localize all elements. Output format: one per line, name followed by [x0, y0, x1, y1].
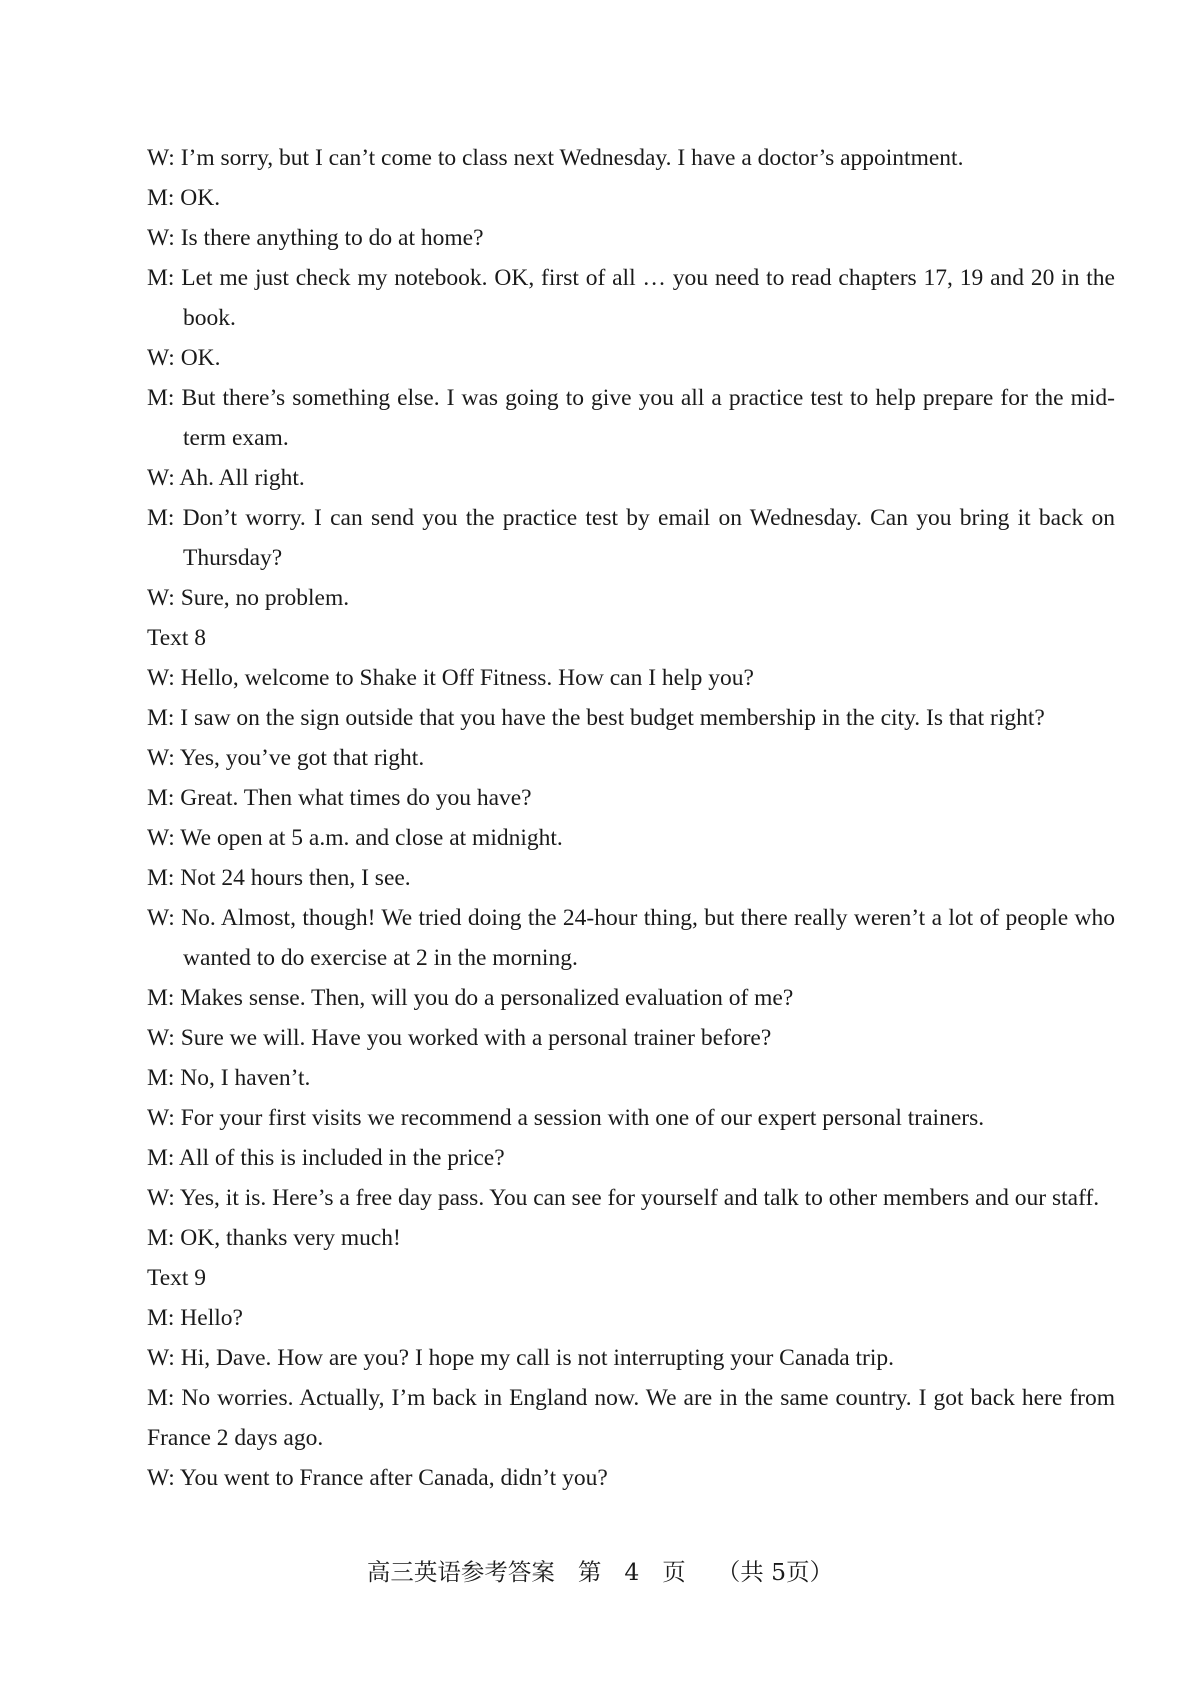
footer-total-pages: （共 5页）: [716, 1558, 834, 1586]
dialogue-line: M: OK, thanks very much!: [147, 1225, 401, 1251]
dialogue-line: M: Great. Then what times do you have?: [147, 785, 532, 811]
dialogue-line: W: Sure, no problem.: [147, 585, 350, 611]
dialogue-transcript: [147, 138, 1115, 1498]
dialogue-line: M: Not 24 hours then, I see.: [147, 865, 411, 891]
dialogue-line: W: You went to France after Canada, didn’t you?: [147, 1465, 608, 1491]
footer-page-suffix: 页: [662, 1558, 686, 1586]
footer-page-prefix: 第: [577, 1558, 602, 1586]
dialogue-line: M: No, I haven’t.: [147, 1065, 311, 1091]
dialogue-line: M: OK.: [147, 185, 221, 211]
dialogue-line: W: Is there anything to do at home?: [147, 225, 484, 251]
footer-doc-title: 高三英语参考答案: [366, 1558, 555, 1586]
dialogue-line: W: Hello, welcome to Shake it Off Fitness. How can I help you?: [147, 665, 754, 691]
footer-page-number: 4: [624, 1558, 640, 1586]
dialogue-line: M: Let me just check my notebook. OK, first of all … you need to read chapters 17, 19 and 20 in the book.: [147, 265, 1115, 331]
section-heading: Text 8: [147, 625, 207, 651]
dialogue-line: W: We open at 5 a.m. and close at midnight.: [147, 825, 563, 851]
dialogue-line: W: For your first visits we recommend a session with one of our expert personal trainers.: [147, 1105, 985, 1131]
dialogue-line: W: No. Almost, though! We tried doing the 24-hour thing, but there really weren’t a lot of people who wanted to do exercise at 2 in the morning.: [147, 905, 1115, 971]
dialogue-line: M: But there’s something else. I was going to give you all a practice test to help prepare for the mid-term exam.: [147, 385, 1115, 451]
section-heading: Text 9: [147, 1265, 207, 1291]
dialogue-line: W: Yes, it is. Here’s a free day pass. You can see for yourself and talk to other members and our staff.: [147, 1185, 1100, 1211]
dialogue-line: W: I’m sorry, but I can’t come to class next Wednesday. I have a doctor’s appointment.: [147, 145, 964, 171]
dialogue-line: M: No worries. Actually, I’m back in England now. We are in the same country. I got back here from France 2 days ago.: [147, 1385, 1115, 1451]
dialogue-line: M: I saw on the sign outside that you have the best budget membership in the city. Is that right?: [147, 705, 1045, 731]
page-footer: [0, 1552, 1200, 1592]
dialogue-line: M: Makes sense. Then, will you do a personalized evaluation of me?: [147, 985, 794, 1011]
dialogue-line: W: OK.: [147, 345, 221, 371]
dialogue-line: W: Yes, you’ve got that right.: [147, 745, 425, 771]
dialogue-line: M: All of this is included in the price?: [147, 1145, 505, 1171]
dialogue-line: W: Sure we will. Have you worked with a personal trainer before?: [147, 1025, 772, 1051]
dialogue-line: W: Hi, Dave. How are you? I hope my call is not interrupting your Canada trip.: [147, 1345, 895, 1371]
dialogue-line: M: Don’t worry. I can send you the practice test by email on Wednesday. Can you bring it back on Thursday?: [147, 505, 1115, 571]
dialogue-line: W: Ah. All right.: [147, 465, 305, 491]
dialogue-line: M: Hello?: [147, 1305, 243, 1331]
